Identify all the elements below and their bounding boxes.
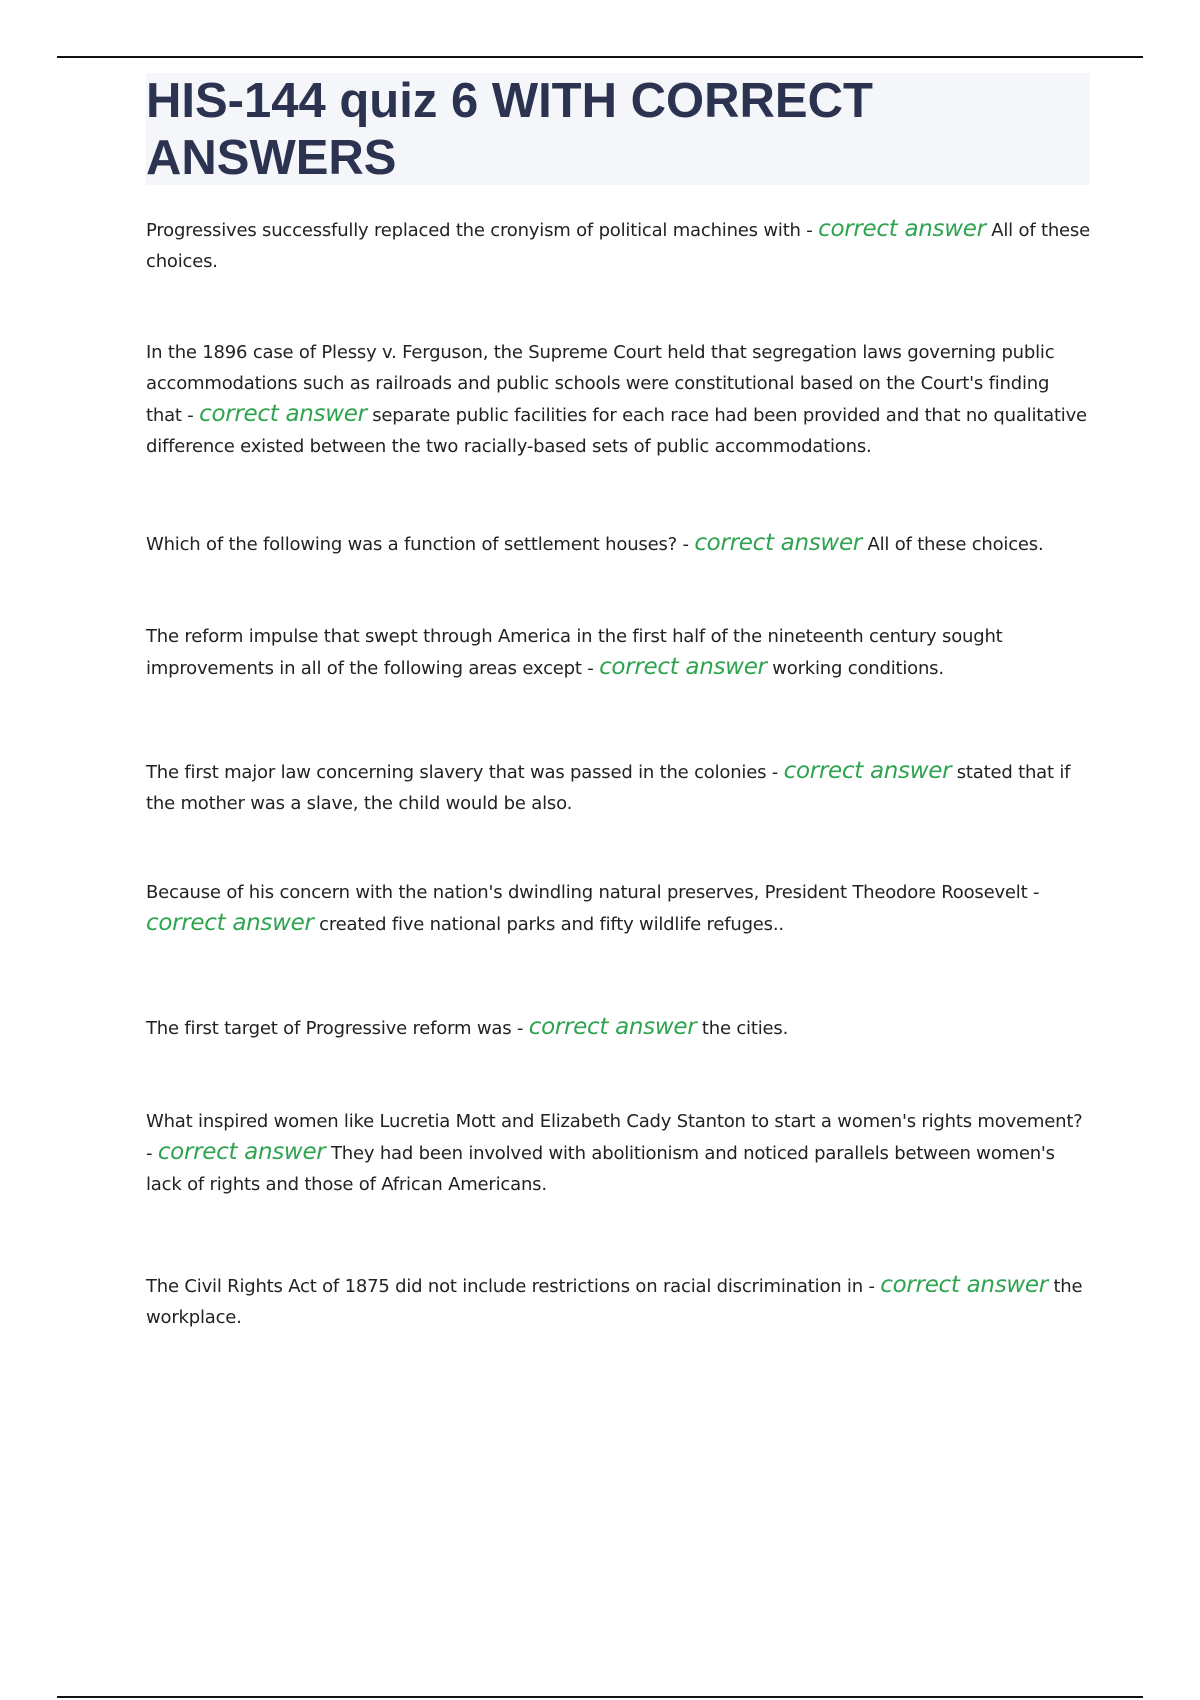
question-text: The reform impulse that swept through America in the first half of the nineteenth century sought improvements in all of the following areas except -: [146, 626, 1003, 679]
qa-item-2: [146, 337, 1090, 462]
question-text: What inspired women like Lucretia Mott and Elizabeth Cady Stanton to start a women's rights movement? -: [146, 1111, 1083, 1164]
correct-answer-marker: correct answer: [880, 1272, 1048, 1298]
question-text: Because of his concern with the nation's dwindling natural preserves, President Theodore Roosevelt -: [146, 882, 1040, 903]
question-text: Progressives successfully replaced the cronyism of political machines with -: [146, 220, 819, 241]
question-text: The Civil Rights Act of 1875 did not include restrictions on racial discrimination in -: [146, 1276, 881, 1297]
question-text: Which of the following was a function of settlement houses? -: [146, 534, 695, 555]
correct-answer-marker: correct answer: [818, 216, 986, 242]
qa-item-1: [146, 214, 1090, 277]
answer-text: the workplace.: [146, 1276, 1083, 1328]
question-text: In the 1896 case of Plessy v. Ferguson, the Supreme Court held that segregation laws governing public accommodations such as railroads and public schools were constitutional based on the Court's finding that -: [146, 342, 1055, 426]
correct-answer-marker: correct answer: [157, 1139, 326, 1165]
answer-text: All of these choices.: [146, 220, 1090, 272]
answer-text: separate public facilities for each race had been provided and that no qualitative difference existed between the two racially-based sets of public accommodations.: [146, 405, 1087, 457]
answer-text: the cities.: [696, 1018, 789, 1039]
qa-item-3: [146, 528, 1090, 560]
qa-item-4: [146, 621, 1090, 684]
correct-answer-marker: correct answer: [599, 654, 767, 680]
bottom-rule: [57, 1696, 1143, 1698]
qa-item-8: [146, 1106, 1090, 1200]
qa-item-9: [146, 1270, 1090, 1333]
answer-text: working conditions.: [766, 658, 944, 679]
qa-item-7: [146, 1012, 1090, 1044]
qa-item-6: [146, 877, 1090, 940]
correct-answer-marker: correct answer: [146, 910, 314, 936]
question-text: The first target of Progressive reform was -: [146, 1018, 529, 1039]
title-banner: [146, 73, 1090, 185]
page-title: HIS-144 quiz 6 WITH CORRECT ANSWERS: [146, 74, 873, 185]
correct-answer-marker: correct answer: [783, 758, 952, 784]
answer-text: They had been involved with abolitionism and noticed parallels between women's lack of rights and those of African Americans.: [146, 1143, 1055, 1195]
top-rule: [57, 56, 1143, 58]
answer-text: created five national parks and fifty wildlife refuges..: [313, 914, 784, 935]
question-text: The first major law concerning slavery that was passed in the colonies -: [146, 762, 784, 783]
qa-item-5: [146, 756, 1090, 819]
correct-answer-marker: correct answer: [199, 401, 367, 427]
answer-text: All of these choices.: [861, 534, 1044, 555]
correct-answer-marker: correct answer: [528, 1014, 697, 1040]
answer-text: stated that if the mother was a slave, the child would be also.: [146, 762, 1071, 814]
correct-answer-marker: correct answer: [694, 530, 862, 556]
